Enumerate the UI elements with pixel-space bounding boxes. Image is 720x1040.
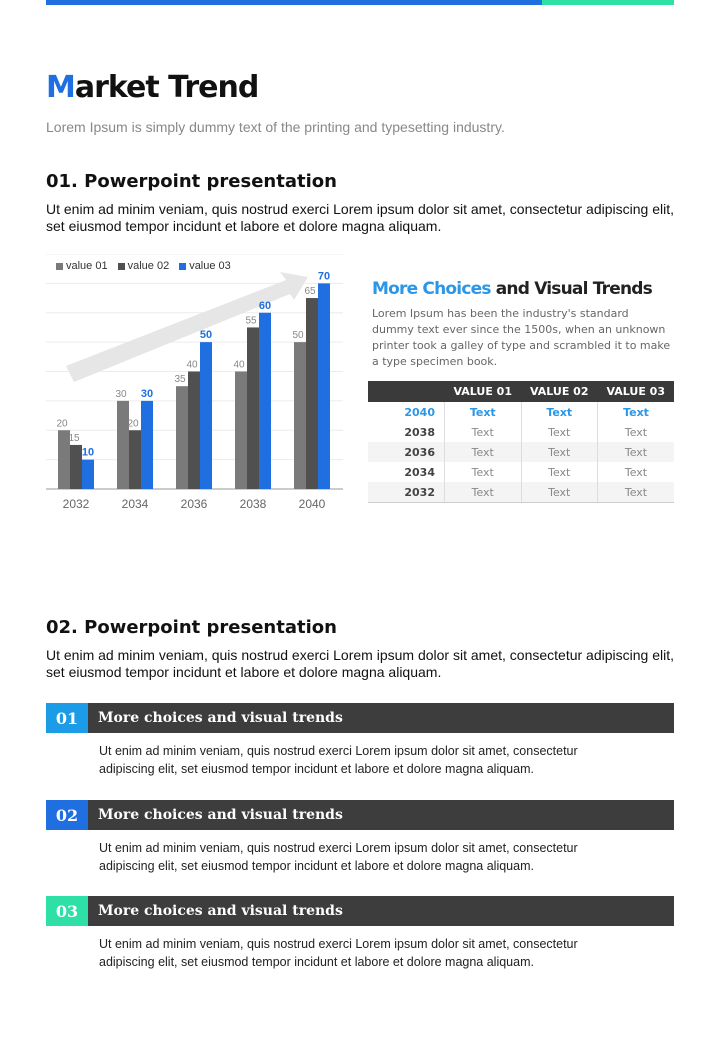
data-label: 40 [186,359,198,371]
table-cell: Text [521,462,598,482]
data-label: 70 [317,270,331,283]
table-cell: 2034 [404,465,435,479]
x-tick-label: 2036 [180,497,208,511]
page-title [46,70,258,105]
page-title-rest: arket Trend [74,70,259,105]
bar [306,298,318,489]
x-tick-label: 2034 [121,497,149,511]
list-item [46,896,674,971]
item-description: Ut enim ad minim veniam, quis nostrud exerci Lorem ipsum dolor sit amet, consectetur adipiscing elit, set eiusmod tempor incidunt et labore et dolore magna aliquam. [99,841,578,873]
legend-label: value 02 [127,260,170,272]
bar [318,283,330,489]
table-cell: 2032 [368,482,445,503]
page-title-first-letter: M [46,70,75,105]
list-item [46,800,674,875]
list-item [46,703,674,778]
bar [176,386,188,489]
bar [82,460,94,489]
item-header-bar [46,896,674,926]
bar [129,430,141,489]
data-label: 35 [174,374,186,386]
item-description: Ut enim ad minim veniam, quis nostrud exerci Lorem ipsum dolor sit amet, consectetur adipiscing elit, set eiusmod tempor incidunt et labore et dolore magna aliquam. [99,937,578,969]
table-cell: Text [521,402,598,422]
table-row [368,442,674,462]
bar [259,313,271,489]
item-description: Ut enim ad minim veniam, quis nostrud exerci Lorem ipsum dolor sit amet, consectetur adipiscing elit, set eiusmod tempor incidunt et labore et dolore magna aliquam. [99,744,578,776]
data-label: 60 [258,299,272,312]
item-title: More choices and visual trends [88,800,674,830]
section2-heading: 02. Powerpoint presentation [46,617,337,638]
data-label: 15 [68,432,80,444]
page-subtitle: Lorem Ipsum is simply dummy text of the printing and typesetting industry. [46,119,505,135]
bar-chart-svg [46,254,346,516]
table-cell: Text [445,442,522,462]
table-header-cell: VALUE 01 [445,381,522,402]
x-tick-label: 2038 [239,497,267,511]
top-accent-blue [46,0,542,5]
table-cell: Text [598,482,675,503]
item-header-bar [46,703,674,733]
table-cell: Text [445,402,522,422]
table-cell: Text [445,422,522,442]
item-title: More choices and visual trends [88,896,674,926]
right-panel-title [372,279,652,299]
table-header-cell [368,381,445,402]
bar-chart [46,254,346,516]
bar [235,372,247,490]
table-row [368,422,674,442]
data-label: 20 [56,418,68,430]
bar [200,342,212,489]
table-cell: Text [445,462,522,482]
table-cell: Text [445,482,522,503]
table-cell: Text [521,482,598,503]
bar [247,327,259,489]
bar [294,342,306,489]
item-number-badge: 02 [46,800,88,830]
values-table [368,381,674,503]
right-title-rest: and Visual Trends [490,279,652,299]
table-cell: Text [521,442,598,462]
data-label: 50 [199,329,213,342]
legend-label: value 03 [189,260,231,272]
x-tick-label: 2032 [62,497,90,511]
table-cell: Text [598,402,675,422]
table-cell: Text [598,462,675,482]
table-header-cell: VALUE 03 [598,381,675,402]
table-cell: 2036 [368,442,445,462]
data-label: 10 [81,446,95,459]
table-cell: 2040 [368,402,445,422]
table-row [368,462,674,482]
table-cell: Text [598,422,675,442]
table-cell: Text [521,422,598,442]
bar [70,445,82,489]
bar [141,401,153,489]
table-cell: Text [598,442,675,462]
x-tick-label: 2040 [298,497,326,511]
section1-body: Ut enim ad minim veniam, quis nostrud exerci Lorem ipsum dolor sit amet, consectetur adipiscing elit, set eiusmod tempor incidunt et labore et dolore magna aliquam. [46,201,674,234]
table-row [368,482,674,503]
data-label: 40 [233,359,245,371]
table-cell: 2038 [404,425,435,439]
section1-heading: 01. Powerpoint presentation [46,171,337,192]
top-accent-teal [542,0,674,5]
table-header-cell: VALUE 02 [521,381,598,402]
table-header-row [368,381,674,402]
item-title: More choices and visual trends [88,703,674,733]
data-label: 65 [304,286,316,298]
data-label: 55 [245,315,257,327]
data-label: 30 [115,388,127,400]
item-number-badge: 01 [46,703,88,733]
bar [188,372,200,490]
item-header-bar [46,800,674,830]
table-row [368,402,674,422]
top-accent-bar [46,0,674,5]
data-label: 50 [292,330,304,342]
bar [117,401,129,489]
section2-body: Ut enim ad minim veniam, quis nostrud exerci Lorem ipsum dolor sit amet, consectetur adipiscing elit, set eiusmod tempor incidunt et labore et dolore magna aliquam. [46,647,674,680]
legend-label: value 01 [66,260,108,272]
right-title-highlight: More Choices [372,279,491,299]
data-label: 20 [127,418,139,430]
right-panel-text: Lorem Ipsum has been the industry's standard dummy text ever since the 1500s, when an unknown printer took a galley of type and scrambled it to make a type specimen book. [372,307,671,368]
item-number-badge: 03 [46,896,88,926]
data-label: 30 [140,387,154,400]
